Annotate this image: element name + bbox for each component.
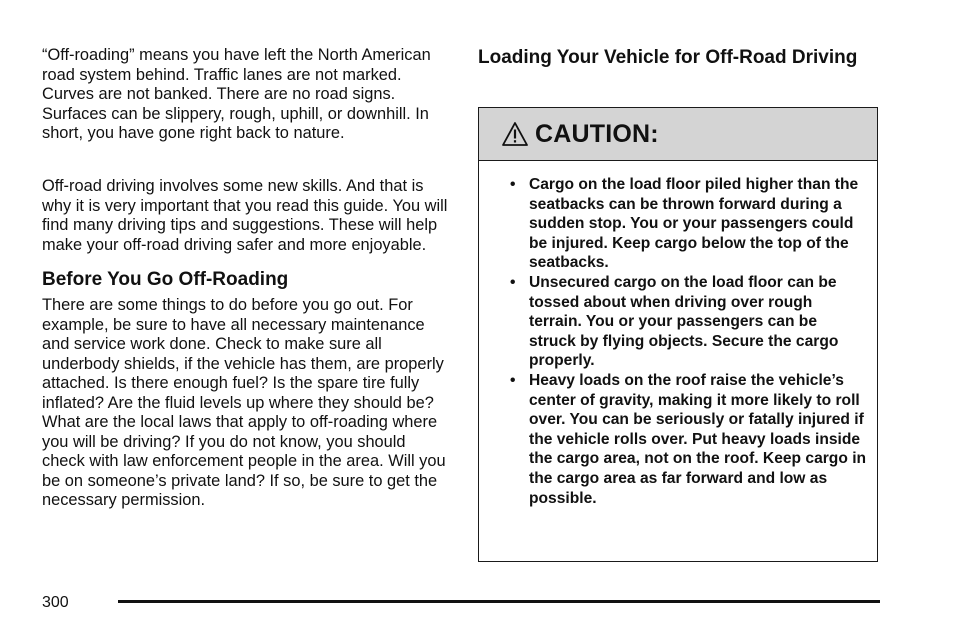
- caution-item: [510, 273, 867, 371]
- bullet: •: [510, 273, 516, 291]
- section-heading-before-off-roading: Before You Go Off-Roading: [42, 269, 289, 290]
- caution-item: [510, 175, 867, 273]
- caution-item-text: Heavy loads on the roof raise the vehicle’s center of gravity, making it more likely to roll over. You can be seriously or fatally injured if the vehicle rolls over. Put heavy loads inside the cargo area, not on the roof. Keep cargo in the cargo area as far forward and low as possible.: [529, 371, 867, 507]
- right-column: [478, 46, 880, 70]
- skills-paragraph: Off-road driving involves some new skills. And that is why it is very important that you read this guide. You will find many driving tips and suggestions. These will help make your off-road driving safer and more enjoyable.: [42, 177, 448, 254]
- warning-triangle-icon: [501, 121, 529, 147]
- caution-item-text: Cargo on the load floor piled higher than the seatbacks can be thrown forward during a sudden stop. You or your passengers could be injured. Keep cargo below the top of the seatbacks.: [529, 176, 859, 272]
- caution-title: CAUTION:: [535, 119, 659, 148]
- section-heading-loading-vehicle: Loading Your Vehicle for Off-Road Driving: [478, 47, 858, 68]
- caution-box: [478, 107, 878, 562]
- caution-item-text: Unsecured cargo on the load floor can be tossed about when driving over rough terrain. You or your passengers can be struck by flying objects. Secure the cargo properly.: [529, 273, 839, 370]
- caution-list: [479, 161, 877, 508]
- footer-rule: [118, 600, 880, 603]
- left-column: [42, 46, 448, 511]
- intro-paragraph: “Off-roading” means you have left the North American road system behind. Traffic lanes are not marked. Curves are not banked. There are no road signs. Surfaces can be slippery, rough, uphill, or downhill. In short, you have gone right back to nature.: [42, 46, 431, 142]
- caution-header: [479, 108, 877, 161]
- bullet: •: [510, 176, 516, 193]
- caution-item: [510, 371, 867, 508]
- preparation-paragraph: There are some things to do before you go out. For example, be sure to have all necessary maintenance and service work done. Check to make sure all underbody shields, if the vehicle has them, are properly attached. Is there enough fuel? Is the spare tire fully inflated? Are the fluid levels up where they should be? What are the local laws that apply to off-roading where you will be driving? If you do not know, you should check with law enforcement people in the area. Will you be on someone’s private land? If so, be sure to get the necessary permission.: [42, 296, 446, 509]
- page-number: 300: [42, 594, 69, 611]
- bullet: •: [510, 371, 516, 389]
